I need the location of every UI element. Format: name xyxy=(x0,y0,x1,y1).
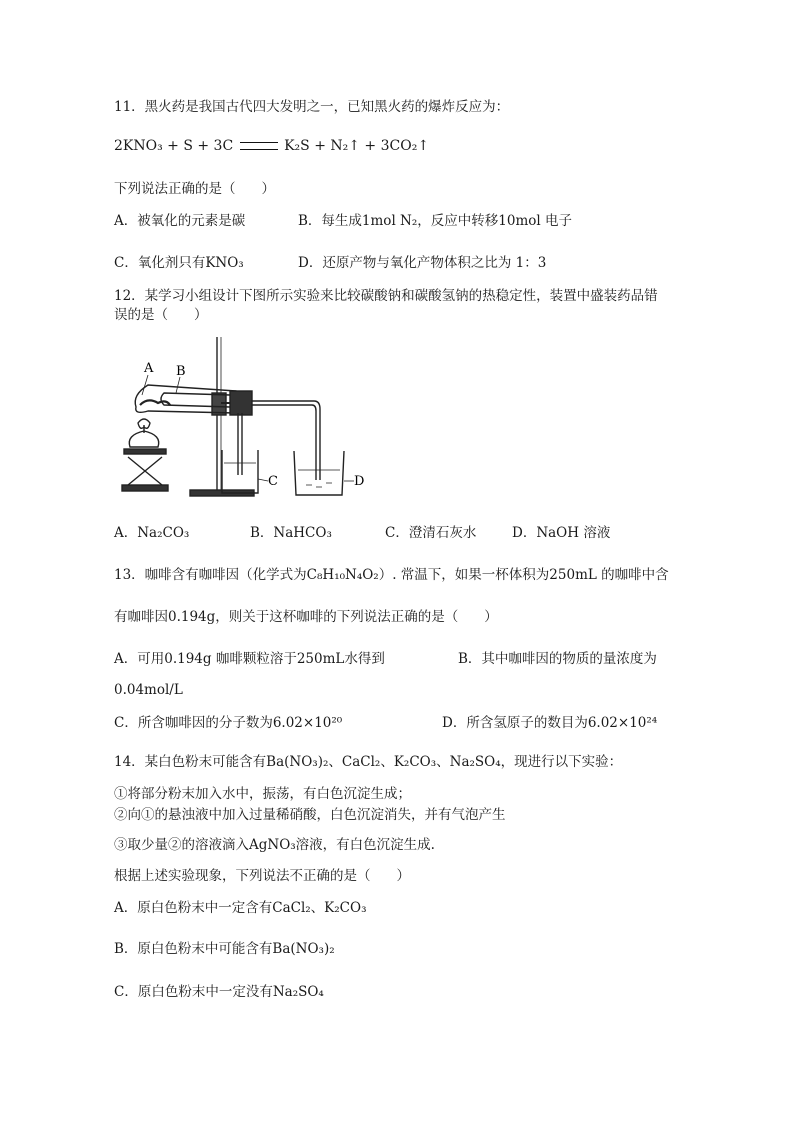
q13-stem-2-end: ） xyxy=(484,609,498,625)
q14-step-2: ②向①的悬浊液中加入过量稀硝酸，白色沉淀消失，并有气泡产生 xyxy=(114,807,506,823)
q14-prompt xyxy=(114,867,410,885)
figure-label-c: C xyxy=(268,474,278,489)
q14-option-c: C．原白色粉末中一定没有Na₂SO₄ xyxy=(114,984,324,1000)
q14-prompt-text: 根据上述实验现象，下列说法不正确的是（ xyxy=(114,868,371,884)
figure-label-a: A xyxy=(144,361,154,376)
q11-equation-left: 2KNO₃ + S + 3C xyxy=(114,138,234,154)
q11-prompt-end: ） xyxy=(261,181,275,197)
q13-stem-2-text: 有咖啡因0.194g，则关于这杯咖啡的下列说法正确的是（ xyxy=(114,609,459,625)
q14-option-a: A．原白色粉末中一定含有CaCl₂、K₂CO₃ xyxy=(114,900,367,916)
q12-stem-2 xyxy=(114,306,208,324)
q13-option-a: A．可用0.194g 咖啡颗粒溶于250mL水得到 xyxy=(114,651,385,667)
q14-step-1: ①将部分粉末加入水中，振荡，有白色沉淀生成； xyxy=(114,786,411,802)
q12-apparatus-figure xyxy=(118,335,368,505)
q12-option-c: C．澄清石灰水 xyxy=(385,525,477,541)
q14-step-3: ③取少量②的溶液滴入AgNO₃溶液，有白色沉淀生成. xyxy=(114,837,435,853)
q11-equation-right: K₂S + N₂↑ + 3CO₂↑ xyxy=(284,138,430,154)
q13-stem-2 xyxy=(114,608,498,626)
q11-option-c: C．氧化剂只有KNO₃ xyxy=(114,255,244,271)
q12-stem-2-end: ） xyxy=(194,307,208,323)
q11-option-a: A．被氧化的元素是碳 xyxy=(114,213,246,229)
q12-option-a: A．Na₂CO₃ xyxy=(114,525,190,541)
q11-option-d: D．还原产物与氧化产物体积之比为 1：3 xyxy=(298,255,547,271)
q12-stem-1: 12．某学习小组设计下图所示实验来比较碳酸钠和碳酸氢钠的热稳定性，装置中盛装药品错 xyxy=(114,288,658,304)
q11-equation xyxy=(114,137,429,155)
equals-sign-icon xyxy=(240,142,278,150)
q11-prompt-text: 下列说法正确的是（ xyxy=(114,181,236,197)
q13-stem-1: 13．咖啡含有咖啡因（化学式为C₈H₁₀N₄O₂）. 常温下，如果一杯体积为250mL 的咖啡中含 xyxy=(114,567,669,583)
q11-option-b: B．每生成1mol N₂，反应中转移10mol 电子 xyxy=(298,213,572,229)
q12-option-b: B．NaHCO₃ xyxy=(250,525,332,541)
q11-stem: 11．黑火药是我国古代四大发明之一，已知黑火药的爆炸反应为： xyxy=(114,99,510,115)
q13-option-b-cont: 0.04mol/L xyxy=(114,682,183,698)
q13-option-d: D．所含氢原子的数目为6.02×10²⁴ xyxy=(442,715,658,731)
q14-stem: 14．某白色粉末可能含有Ba(NO₃)₂、CaCl₂、K₂CO₃、Na₂SO₄，现进行以下实验： xyxy=(114,754,623,770)
q12-option-d: D．NaOH 溶液 xyxy=(512,525,611,541)
q13-option-c: C．所含咖啡因的分子数为6.02×10²⁰ xyxy=(114,715,343,731)
q12-stem-2-text: 误的是（ xyxy=(114,307,168,323)
q13-option-b: B．其中咖啡因的物质的量浓度为 xyxy=(458,651,657,667)
q14-option-b: B．原白色粉末中可能含有Ba(NO₃)₂ xyxy=(114,941,335,957)
q14-prompt-end: ） xyxy=(396,868,410,884)
q11-prompt xyxy=(114,180,275,198)
figure-label-d: D xyxy=(354,474,365,489)
figure-label-b: B xyxy=(176,364,186,379)
